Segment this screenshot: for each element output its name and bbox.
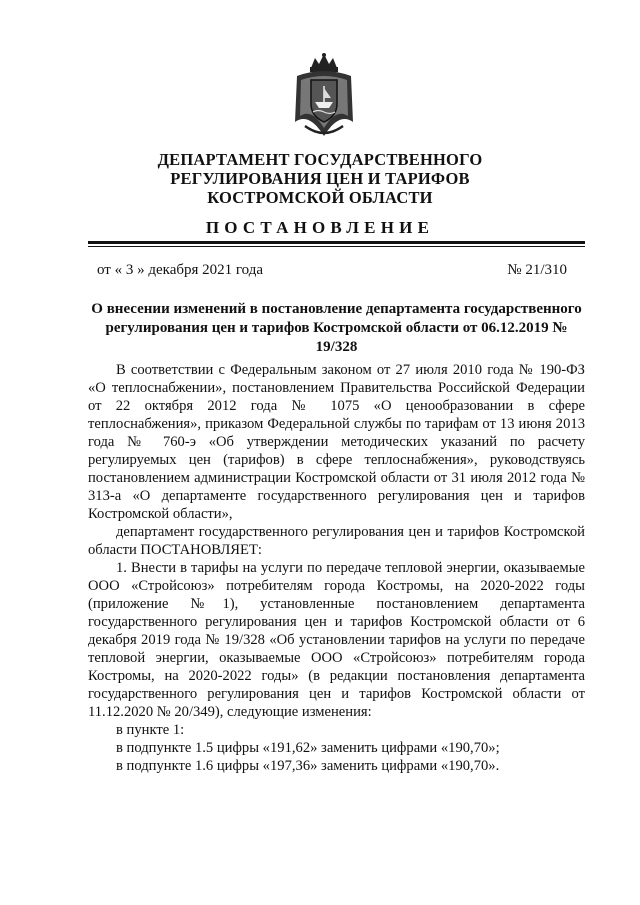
document-date: от « 3 » декабря 2021 года xyxy=(97,262,264,278)
document-type-heading: ПОСТАНОВЛЕНИЕ xyxy=(205,218,435,237)
department-name-line-2: РЕГУЛИРОВАНИЯ ЦЕН И ТАРИФОВ xyxy=(170,169,470,188)
document-number: № 21/310 xyxy=(507,262,567,278)
resolve-paragraph: департамент государственного регулирования цен и тарифов Костромской области ПОСТАНОВЛЯЕТ: xyxy=(88,524,585,558)
subitem-1-5: в подпункте 1.5 цифры «191,62» заменить цифрами «190,70»; xyxy=(116,740,500,756)
header-divider-thick xyxy=(88,241,585,244)
document-title: О внесении изменений в постановление департамента государственного регулирования цен и тарифов Костромской области от 06.12.2019 № 19/328 xyxy=(91,301,582,355)
subitem-1-6: в подпункте 1.6 цифры «197,36» заменить цифрами «190,70». xyxy=(116,758,500,774)
coat-of-arms-icon xyxy=(291,52,357,138)
subitem-intro: в пункте 1: xyxy=(116,722,185,738)
department-name-line-1: ДЕПАРТАМЕНТ ГОСУДАРСТВЕННОГО xyxy=(157,150,483,169)
department-name-line-3: КОСТРОМСКОЙ ОБЛАСТИ xyxy=(207,188,433,207)
document-body xyxy=(88,361,585,775)
item-1-paragraph: 1. Внести в тарифы на услуги по передаче тепловой энергии, оказываемые ООО «Стройсоюз» потребителям города Костромы, на 2020-2022 годы (приложение №1), установленные постановлением департамента государственного регулирования цен и тарифов Костромской области от 6 декабря 2019 года № 19/328 «Об установлении тарифов на услуги по передаче тепловой энергии, оказываемые ООО «Стройсоюз» потребителям города Костромы, на 2020-2022 годы» (в редакции постановления департамента государственного регулирования цен и тарифов Костромской области от 11.12.2020 № 20/349), следующие изменения: xyxy=(88,560,585,720)
preamble-paragraph: В соответствии с Федеральным законом от 27 июля 2010 года № 190-ФЗ «О теплоснабжении», постановлением Правительства Российской Федерации от 22 октября 2012 года № 1075 «О ценообразовании в сфере теплоснабжения», приказом Федеральной службы по тарифам от 13 июня 2013 года № 760-э «Об утверждении методических указаний по расчету регулируемых цен (тарифов) в сфере теплоснабжения», руководствуясь постановлением администрации Костромской области от 31 июля 2012 года № 313-а «О департаменте государственного регулирования цен и тарифов Костромской области», xyxy=(88,362,585,522)
header-divider-thin xyxy=(88,246,585,247)
